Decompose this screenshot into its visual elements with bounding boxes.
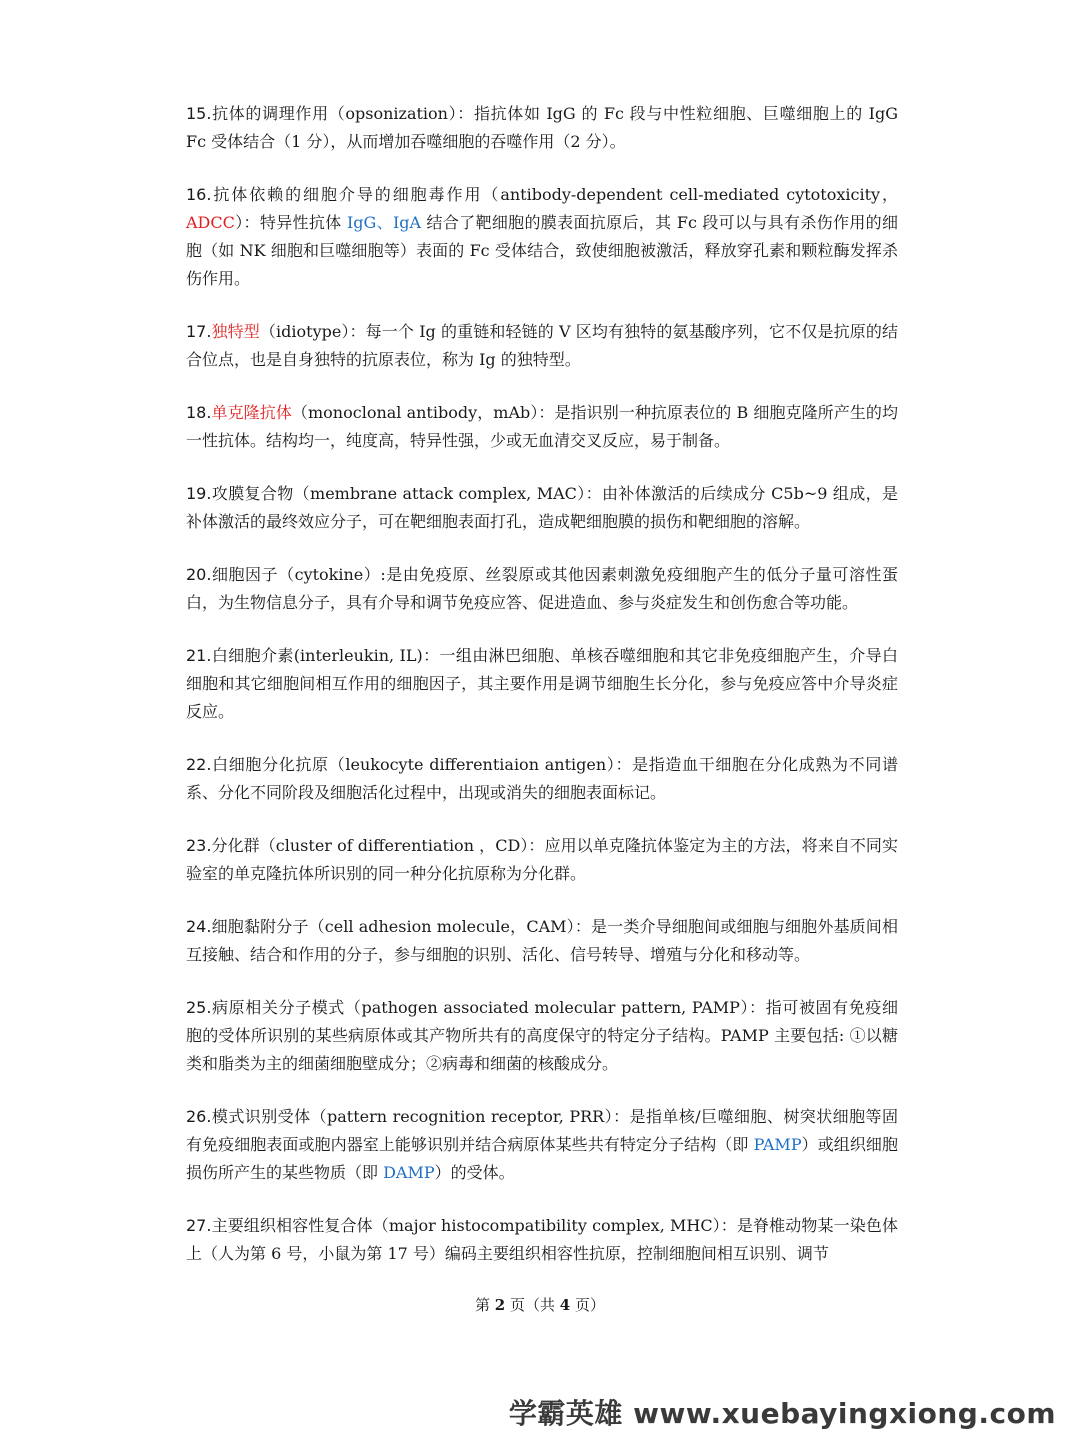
- entry-term: 19.攻膜复合物: [186, 484, 294, 503]
- entry-20: [186, 561, 898, 617]
- page-footer: 第 2 页（共 4 页）: [475, 1296, 605, 1314]
- entry-term: 20.细胞因子: [186, 565, 279, 584]
- entry-term: 23.分化群: [186, 836, 260, 855]
- entry-term: 18.单克隆抗体: [186, 403, 292, 422]
- highlight-blue: DAMP: [383, 1163, 435, 1182]
- entry-text: （cell adhesion molecule，CAM）：是一类介导细胞间或细胞与细胞外基质间相互接触、结合和作用的分子，参与细胞的识别、活化、信号转导、增殖与分化和移动等。: [186, 917, 898, 964]
- entry-25: [186, 994, 898, 1078]
- highlight-red: ADCC: [186, 213, 235, 232]
- entry-term: 24.细胞黏附分子: [186, 917, 309, 936]
- entry-term: 16.抗体依赖的细胞介导的细胞毒作用: [186, 185, 483, 204]
- entry-text: ）的受体。: [434, 1163, 515, 1182]
- entry-term: 21.白细胞介素: [186, 646, 294, 665]
- highlight-blue: PAMP: [753, 1135, 802, 1154]
- entry-24: [186, 913, 898, 969]
- entry-text: ）或组织细胞损伤所产生的某些物质（即: [186, 1135, 898, 1182]
- entry-text: （idiotype）：每一个 Ig 的重链和轻链的 V 区均有独特的氨基酸序列，它不仅是抗原的结合位点，也是自身独特的抗原表位，称为 Ig 的独特型。: [186, 322, 898, 369]
- entry-text: （membrane attack complex, MAC）：由补体激活的后续成分 C5b~9 组成，是补体激活的最终效应分子，可在靶细胞表面打孔，造成靶细胞膜的损伤和靶细胞的溶解。: [186, 484, 898, 531]
- entry-15: [186, 100, 898, 156]
- entry-text: （pattern recognition receptor, PRR）：是指单核/巨噬细胞、树突状细胞等固有免疫细胞表面或胞内器室上能够识别并结合病原体某些共有特定分子结构（即: [186, 1107, 898, 1154]
- entry-term: 17.独特型: [186, 322, 260, 341]
- entry-16: [186, 181, 898, 293]
- entry-term: 22.白细胞分化抗原: [186, 755, 329, 774]
- entry-text: (interleukin, IL)：一组由淋巴细胞、单核吞噬细胞和其它非免疫细胞产生，介导白细胞和其它细胞间相互作用的细胞因子，其主要作用是调节细胞生长分化，参与免疫应答中介导炎症反应。: [186, 646, 898, 721]
- entry-term: 15.抗体的调理作用: [186, 104, 329, 123]
- document-page: [186, 100, 898, 1293]
- entry-text: ）：特异性抗体: [234, 213, 347, 232]
- entry-text: （opsonization）：指抗体如 IgG 的 Fc 段与中性粒细胞、巨噬细胞上的 IgG Fc 受体结合（1 分），从而增加吞噬细胞的吞噬作用（2 分）。: [186, 104, 898, 151]
- entry-21: [186, 642, 898, 726]
- page-number: 2: [494, 1296, 506, 1314]
- entry-26: [186, 1103, 898, 1187]
- entry-27: [186, 1212, 898, 1268]
- entry-term: 25.病原相关分子模式: [186, 998, 345, 1017]
- entry-text: （cytokine）:是由免疫原、丝裂原或其他因素刺激免疫细胞产生的低分子量可溶性蛋白，为生物信息分子，具有介导和调节免疫应答、促进造血、参与炎症发生和创伤愈合等功能。: [186, 565, 898, 612]
- entry-text: （antibody-dependent cell-mediated cytotoxicity，: [482, 185, 898, 204]
- site-watermark: 学霸英雄 www.xuebayingxiong.com: [508, 1397, 1056, 1430]
- entry-text: 结合了靶细胞的膜表面抗原后，其 Fc 段可以与具有杀伤作用的细胞（如 NK 细胞和巨噬细胞等）表面的 Fc 受体结合，致使细胞被激活，释放穿孔素和颗粒酶发挥杀伤作用。: [186, 213, 898, 288]
- entry-text: （cluster of differentiation ，CD）：应用以单克隆抗体鉴定为主的方法，将来自不同实验室的单克隆抗体所识别的同一种分化抗原称为分化群。: [186, 836, 898, 883]
- entry-17: [186, 318, 898, 374]
- entry-text: （major histocompatibility complex, MHC）：是脊椎动物某一染色体上（人为第 6 号，小鼠为第 17 号）编码主要组织相容性抗原，控制细胞间相互识别、调节: [186, 1216, 898, 1263]
- entry-term: 26.模式识别受体: [186, 1107, 311, 1126]
- highlight-blue: IgG、IgA: [346, 213, 422, 232]
- entry-22: [186, 751, 898, 807]
- entry-text: （leukocyte differentiaion antigen）：是指造血干细胞在分化成熟为不同谱系、分化不同阶段及细胞活化过程中，出现或消失的细胞表面标记。: [186, 755, 898, 802]
- entry-term: 27.主要组织相容性复合体: [186, 1216, 373, 1235]
- entry-text: （pathogen associated molecular pattern, PAMP）：指可被固有免疫细胞的受体所识别的某些病原体或其产物所共有的高度保守的特定分子结构。PAMP 主要包括: ①以糖类和脂类为主的细菌细胞壁成分；②病毒和细菌的核酸成分。: [186, 998, 898, 1073]
- entry-19: [186, 480, 898, 536]
- entry-text: （monoclonal antibody，mAb）：是指识别一种抗原表位的 B 细胞克隆所产生的均一性抗体。结构均一，纯度高，特异性强，少或无血清交叉反应，易于制备。: [186, 403, 898, 450]
- entry-23: [186, 832, 898, 888]
- page-total: 4: [559, 1296, 571, 1314]
- entry-18: [186, 399, 898, 455]
